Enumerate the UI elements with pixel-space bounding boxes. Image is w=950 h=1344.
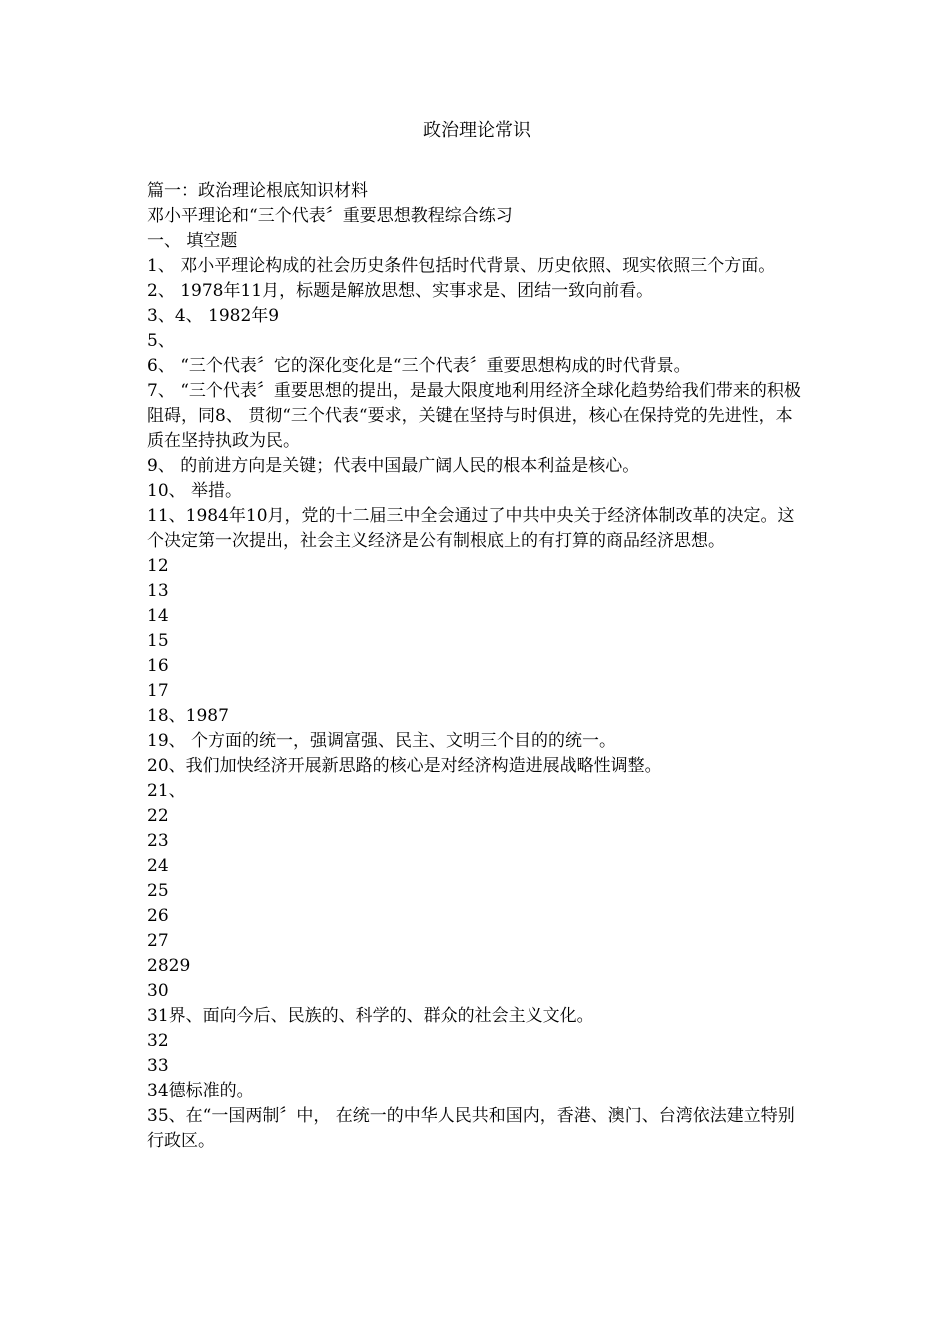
text-line: 16: [147, 656, 169, 676]
document-page: [147, 118, 807, 1154]
text-line: 34德标准的。: [147, 1081, 254, 1101]
text-line: 6、 “三个代表〞它的深化变化是“三个代表〞重要思想构成的时代背景。: [147, 356, 691, 376]
text-line: 25: [147, 881, 169, 901]
text-line: 17: [147, 681, 169, 701]
text-line: 3、4、 1982年9: [147, 306, 280, 326]
text-line: 21、: [147, 781, 186, 801]
document-title: 政治理论常识: [423, 120, 531, 141]
text-line: 18、1987: [147, 706, 229, 726]
text-line: 篇一：政治理论根底知识材料: [147, 181, 368, 201]
text-line: 24: [147, 856, 169, 876]
text-line: 14: [147, 606, 169, 626]
text-line: 12: [147, 556, 169, 576]
text-line: 2、 1978年11月，标题是解放思想、实事求是、团结一致向前看。: [147, 281, 654, 301]
text-line: 一、 填空题: [147, 231, 238, 251]
text-line: 11、1984年10月，党的十二届三中全会通过了中共中央关于经济体制改革的决定。这个决定第一次提出，社会主义经济是公有制根底上的有打算的商品经济思想。: [147, 506, 795, 551]
text-line: 5、: [147, 331, 175, 351]
text-line: 邓小平理论和“三个代表〞重要思想教程综合练习: [147, 206, 513, 226]
document-body: [147, 179, 807, 1154]
text-line: 23: [147, 831, 169, 851]
text-line: 32: [147, 1031, 169, 1051]
text-line: 35、在“一国两制〞中， 在统一的中华人民共和国内，香港、澳门、台湾依法建立特别行政区。: [147, 1106, 795, 1151]
text-line: 15: [147, 631, 169, 651]
text-line: 33: [147, 1056, 169, 1076]
text-line: 10、 举措。: [147, 481, 243, 501]
text-line: 19、 个方面的统一，强调富强、民主、文明三个目的的统一。: [147, 731, 617, 751]
text-line: 9、 的前进方向是关键；代表中国最广阔人民的根本利益是核心。: [147, 456, 640, 476]
text-line: 1、 邓小平理论构成的社会历史条件包括时代背景、历史依照、现实依照三个方面。: [147, 256, 776, 276]
text-line: 26: [147, 906, 169, 926]
text-line: 2829: [147, 956, 191, 976]
text-line: 27: [147, 931, 169, 951]
text-line: 30: [147, 981, 169, 1001]
text-line: 31界、面向今后、民族的、科学的、群众的社会主义文化。: [147, 1006, 594, 1026]
text-line: 20、我们加快经济开展新思路的核心是对经济构造进展战略性调整。: [147, 756, 662, 776]
text-line: 22: [147, 806, 169, 826]
text-line: 7、 “三个代表〞重要思想的提出，是最大限度地利用经济全球化趋势给我们带来的积极阻碍，同8、 贯彻“三个代表“要求，关键在坚持与时俱进，核心在保持党的先进性，本质在坚持执政为民。: [147, 381, 801, 451]
text-line: 13: [147, 581, 169, 601]
